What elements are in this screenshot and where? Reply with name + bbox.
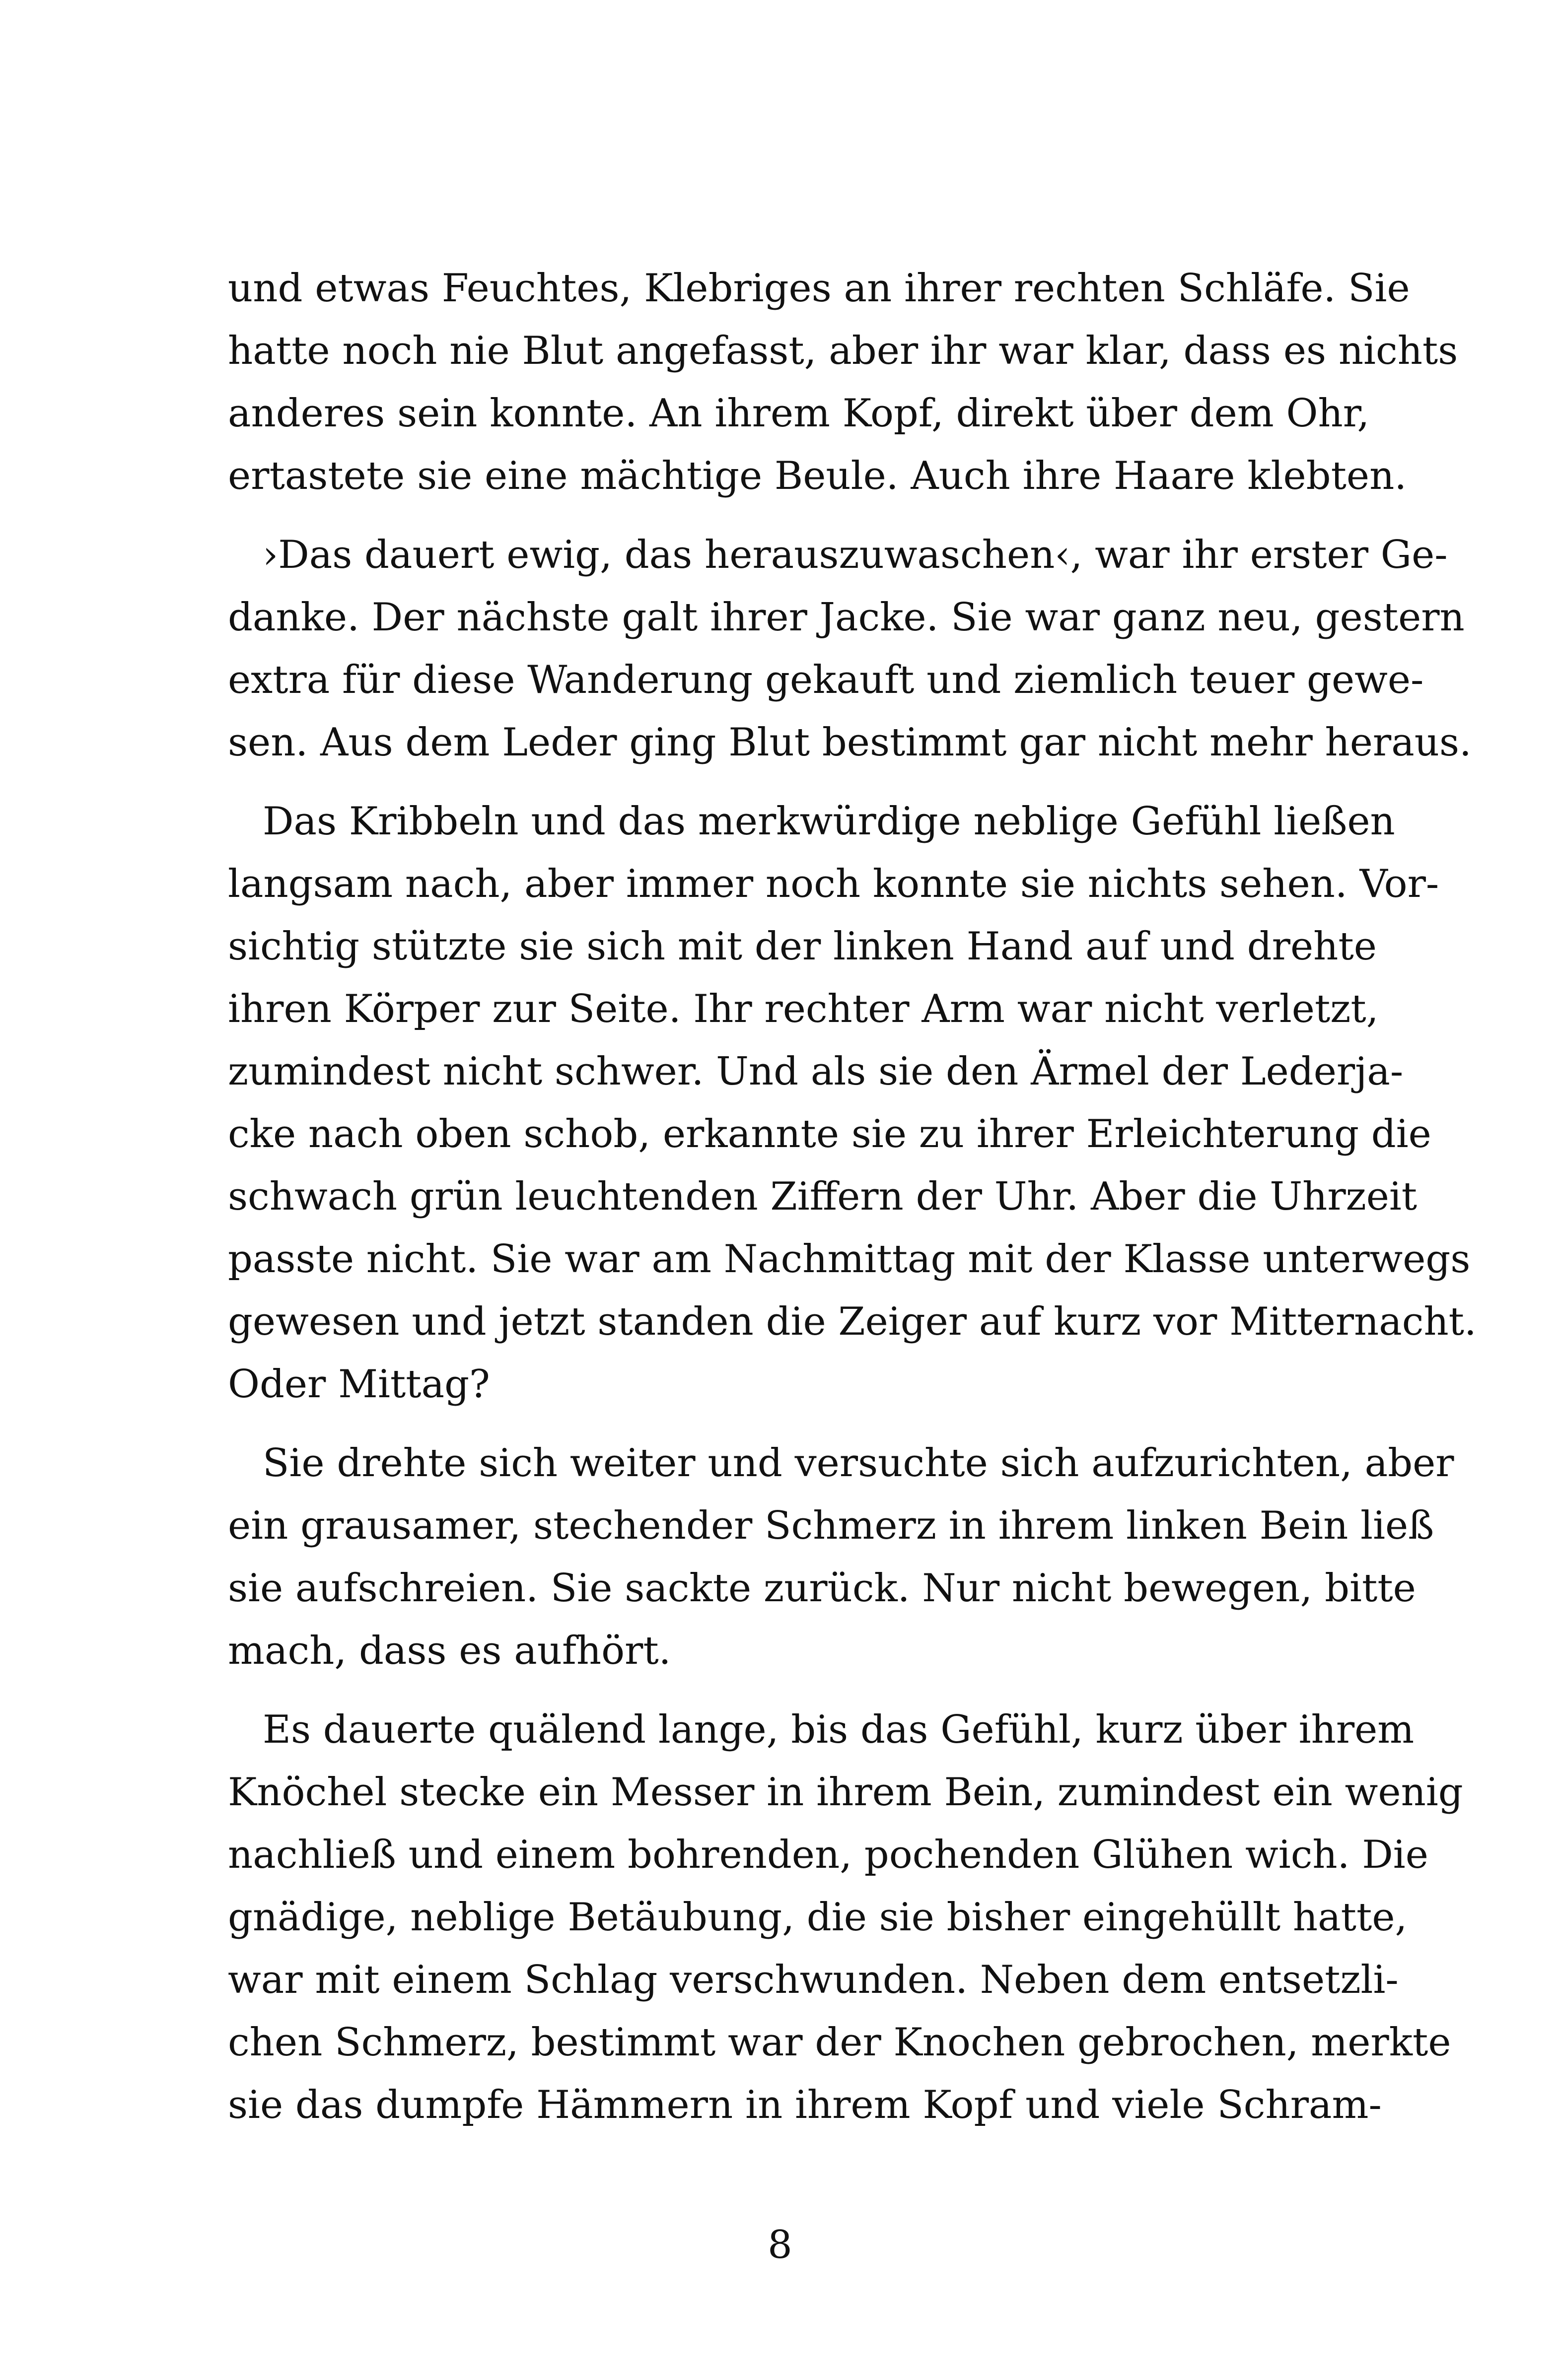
text-line: danke. Der nächste galt ihrer Jacke. Sie war ganz neu, gestern — [228, 595, 1465, 640]
paragraph-5 — [228, 1699, 1463, 2136]
text-line: Das Kribbeln und das merkwürdige neblige Gefühl ließen — [263, 799, 1395, 844]
page-number: 8 — [768, 2223, 792, 2267]
text-line: mach, dass es aufhört. — [228, 1629, 671, 1673]
text-line: ›Das dauert ewig, das herauszuwaschen‹, war ihr erster Ge- — [263, 533, 1448, 577]
text-line: Oder Mittag? — [228, 1362, 490, 1407]
text-line: Knöchel stecke ein Messer in ihrem Bein, zumindest ein wenig — [228, 1770, 1463, 1815]
text-line: sie das dumpfe Hämmern in ihrem Kopf und viele Schram- — [228, 2083, 1382, 2127]
text-line: hatte noch nie Blut angefasst, aber ihr war klar, dass es nichts — [228, 329, 1458, 373]
paragraph-4 — [228, 1432, 1454, 1682]
text-line: und etwas Feuchtes, Klebriges an ihrer rechten Schläfe. Sie — [228, 266, 1410, 311]
paragraph-3 — [228, 790, 1477, 1416]
paragraph-1 — [228, 257, 1458, 507]
text-line: anderes sein konnte. An ihrem Kopf, direkt über dem Ohr, — [228, 391, 1370, 436]
body-text — [228, 257, 1477, 2136]
text-line: nachließ und einem bohrenden, pochenden Glühen wich. Die — [228, 1833, 1428, 1877]
text-line: passte nicht. Sie war am Nachmittag mit der Klasse unterwegs — [228, 1237, 1471, 1282]
text-line: ihren Körper zur Seite. Ihr rechter Arm war nicht verletzt, — [228, 987, 1379, 1031]
text-line: Es dauerte quälend lange, bis das Gefühl, kurz über ihrem — [263, 1707, 1415, 1752]
text-line: Sie drehte sich weiter und versuchte sich aufzurichten, aber — [263, 1441, 1454, 1486]
text-line: cke nach oben schob, erkannte sie zu ihrer Erleichterung die — [228, 1112, 1431, 1156]
text-line: ertastete sie eine mächtige Beule. Auch ihre Haare klebten. — [228, 454, 1407, 498]
text-line: sen. Aus dem Leder ging Blut bestimmt gar nicht mehr heraus. — [228, 720, 1472, 765]
text-line: extra für diese Wanderung gekauft und ziemlich teuer gewe- — [228, 658, 1424, 702]
text-line: schwach grün leuchtenden Ziffern der Uhr. Aber die Uhrzeit — [228, 1174, 1418, 1219]
text-line: gewesen und jetzt standen die Zeiger auf kurz vor Mitternacht. — [228, 1299, 1477, 1344]
text-line: langsam nach, aber immer noch konnte sie nichts sehen. Vor- — [228, 862, 1439, 906]
text-line: war mit einem Schlag verschwunden. Neben dem entsetzli- — [228, 1958, 1399, 2002]
text-line: ein grausamer, stechender Schmerz in ihrem linken Bein ließ — [228, 1503, 1434, 1548]
text-line: sie aufschreien. Sie sackte zurück. Nur nicht bewegen, bitte — [228, 1566, 1416, 1611]
text-line: sichtig stützte sie sich mit der linken Hand auf und drehte — [228, 924, 1377, 969]
paragraph-2 — [228, 524, 1472, 774]
text-line: chen Schmerz, bestimmt war der Knochen gebrochen, merkte — [228, 2020, 1451, 2065]
text-line: gnädige, neblige Betäubung, die sie bisher eingehüllt hatte, — [228, 1895, 1408, 1940]
text-line: zumindest nicht schwer. Und als sie den Ärmel der Lederja- — [228, 1049, 1404, 1094]
